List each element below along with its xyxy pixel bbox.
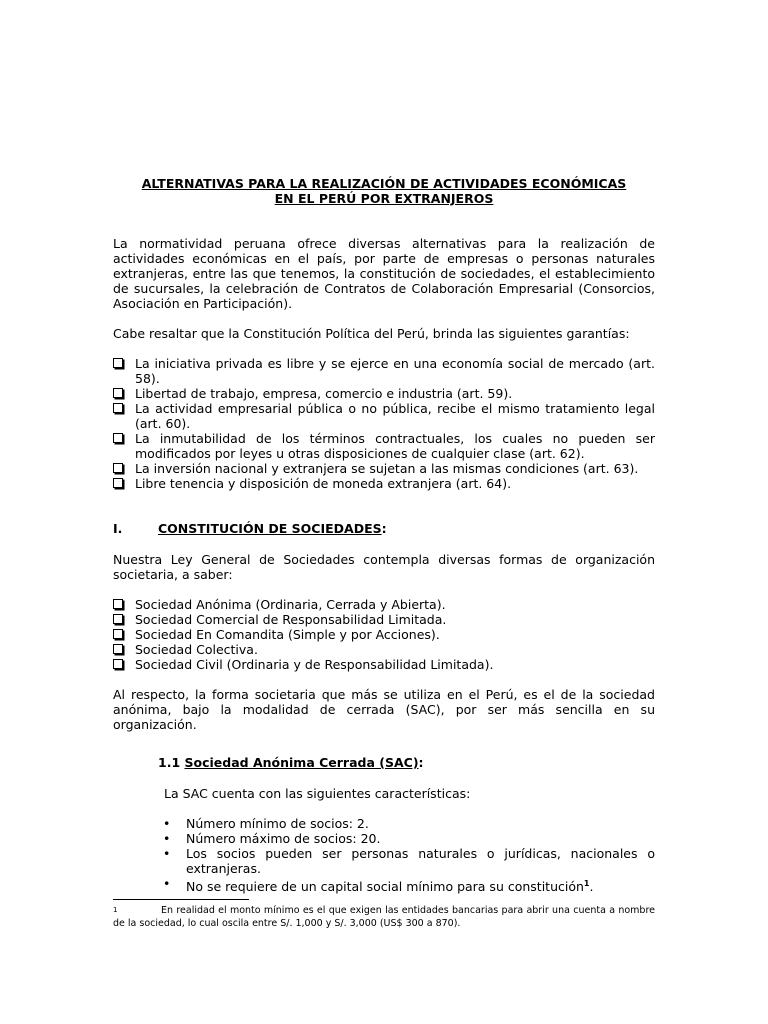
list-item: La actividad empresarial pública o no pública, recibe el mismo tratamiento legal (art. 60).: [113, 401, 655, 431]
list-item: Libertad de trabajo, empresa, comercio e industria (art. 59).: [113, 386, 655, 401]
checkbox-bullet-icon: [113, 644, 123, 654]
list-item: Sociedad Anónima (Ordinaria, Cerrada y Abierta).: [113, 597, 655, 612]
list-item: • Los socios pueden ser personas naturales o jurídicas, nacionales o extranjeras.: [163, 846, 655, 876]
company-forms-list: [113, 597, 655, 672]
section-number: I.: [113, 521, 123, 536]
section-intro: Nuestra Ley General de Sociedades contempla diversas formas de organización societaria, a saber:: [113, 552, 655, 582]
list-item: Sociedad Comercial de Responsabilidad Limitada.: [113, 612, 655, 627]
subsection-title: Sociedad Anónima Cerrada (SAC): [184, 755, 419, 770]
list-item: Libre tenencia y disposición de moneda extranjera (art. 64).: [113, 476, 655, 491]
title-line-2: EN EL PERÚ POR EXTRANJEROS: [274, 191, 494, 206]
list-item: • Número mínimo de socios: 2.: [163, 816, 369, 831]
footnote-text: En realidad el monto mínimo es el que exigen las entidades bancarias para abrir una cuenta a nombre de la sociedad, lo cual oscila entre S/. 1,000 y S/. 3,000 (US$ 300 a 870).: [113, 905, 655, 929]
sac-features-list: [163, 816, 655, 894]
section-title: CONSTITUCIÓN DE SOCIEDADES: [158, 521, 382, 536]
bullet-icon: •: [163, 816, 171, 831]
checkbox-bullet-icon: [113, 478, 123, 488]
checkbox-bullet-icon: [113, 358, 123, 368]
bullet-icon: •: [163, 846, 171, 861]
footnote-reference[interactable]: 1: [583, 879, 590, 888]
list-item: La iniciativa privada es libre y se ejerce en una economía social de mercado (art. 58).: [113, 356, 655, 386]
footnote: [113, 904, 655, 930]
footnote-mark: 1: [113, 906, 118, 914]
checkbox-bullet-icon: [113, 433, 123, 443]
checkbox-bullet-icon: [113, 629, 123, 639]
list-item: Sociedad Civil (Ordinaria y de Responsabilidad Limitada).: [113, 657, 655, 672]
guarantees-intro: Cabe resaltar que la Constitución Política del Perú, brinda las siguientes garantías:: [113, 326, 630, 341]
subsection-intro: La SAC cuenta con las siguientes características:: [164, 786, 471, 801]
list-item: • Número máximo de socios: 20.: [163, 831, 381, 846]
title-line-1: ALTERNATIVAS PARA LA REALIZACIÓN DE ACTIVIDADES ECONÓMICAS: [141, 176, 627, 191]
document-title: [113, 176, 655, 206]
list-item: La inversión nacional y extranjera se sujetan a las mismas condiciones (art. 63).: [113, 461, 655, 476]
bullet-icon: •: [163, 831, 171, 846]
guarantees-list: [113, 356, 655, 491]
checkbox-bullet-icon: [113, 463, 123, 473]
subsection-heading: 1.1 Sociedad Anónima Cerrada (SAC):: [158, 755, 424, 770]
footnote-separator: [113, 899, 249, 900]
section-heading: I. CONSTITUCIÓN DE SOCIEDADES:: [113, 521, 387, 536]
respect-paragraph: Al respecto, la forma societaria que más se utiliza en el Perú, es el de la sociedad anónima, bajo la modalidad de cerrada (SAC), por ser más sencilla en su organización.: [113, 687, 655, 732]
list-item: La inmutabilidad de los términos contractuales, los cuales no pueden ser modificados por leyes u otras disposiciones de cualquier clase (art. 62).: [113, 431, 655, 461]
intro-paragraph: La normatividad peruana ofrece diversas alternativas para la realización de actividades económicas en el país, por parte de empresas o personas naturales extranjeras, entre las que tenemos, la constitución de sociedades, el establecimiento de sucursales, la celebración de Contratos de Colaboración Empresarial (Consorcios, Asociación en Participación).: [113, 236, 655, 311]
subsection-number: 1.1: [158, 755, 181, 770]
checkbox-bullet-icon: [113, 388, 123, 398]
list-item: Sociedad Colectiva.: [113, 642, 655, 657]
list-item: Sociedad En Comandita (Simple y por Acciones).: [113, 627, 655, 642]
bullet-icon: •: [163, 876, 171, 891]
checkbox-bullet-icon: [113, 659, 123, 669]
list-item: • No se requiere de un capital social mínimo para su constitución$^1$.: [163, 876, 594, 895]
checkbox-bullet-icon: [113, 403, 123, 413]
checkbox-bullet-icon: [113, 599, 123, 609]
checkbox-bullet-icon: [113, 614, 123, 624]
